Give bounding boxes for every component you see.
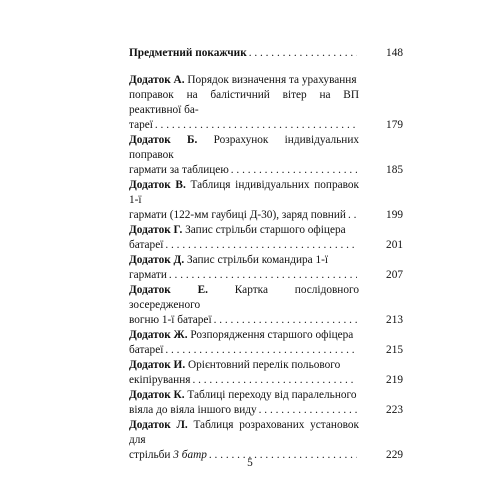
toc-entry-text: Орієнтовний перелік польового [188,359,341,371]
toc-page-number: 229 [386,449,403,461]
toc-entry-text: Запис стрільби командира 1-ї [186,254,329,266]
toc-entry-label: Додаток В. [129,179,186,191]
toc-entry-text: стрільби 3 батр [129,449,207,461]
toc-page-number: 148 [386,47,403,59]
toc-page-number: 185 [386,164,403,176]
toc-page-number: 215 [386,344,403,356]
toc-page-number: 201 [386,239,403,251]
toc-entry-appendix-zh[interactable] [129,328,403,358]
toc-entry-label: Додаток Ж. [129,329,188,341]
toc-page-number: 207 [386,269,403,281]
toc-entry-text: Таблиця розрахованих установок для [129,419,359,446]
dot-leader [155,118,357,133]
dot-leader [231,163,357,178]
dot-leader [249,46,357,61]
toc-entry-text: Запис стрільби старшого офіцера [185,224,346,236]
toc-entry-text: вогню 1-ї батареї [129,314,212,326]
dot-leader [165,343,357,358]
toc-entry-label: Додаток Е. [129,284,208,296]
toc-entry-appendix-a[interactable] [129,73,403,133]
toc-entry-label: Додаток Д. [129,254,185,266]
toc-entry-text: гармати за таблицею [129,164,229,176]
toc-entry-subject-index[interactable] [129,46,403,61]
toc-entry-text: тареї [129,119,153,131]
page-number-footer: 5 [247,457,253,469]
dot-leader [259,403,357,418]
toc-entry-text: гармати (122-мм гаубиці Д-30), заряд повний [129,209,346,221]
toc-page-number: 219 [386,374,403,386]
toc-page-number: 213 [386,314,403,326]
toc-entry-label: Додаток Б. [129,134,198,146]
dot-leader [214,313,357,328]
toc-entry-appendix-d[interactable] [129,253,403,283]
table-of-contents [129,46,403,463]
toc-entry-text: екіпірування [129,374,191,386]
toc-entry-appendix-b[interactable] [129,133,403,178]
toc-entry-text: Розрахунок індивідуальних поправок [129,134,360,161]
toc-entry-text: Картка послідовного зосередженого [129,284,360,311]
toc-entry-label: Додаток Г. [129,224,183,236]
toc-entry-text: гармати [129,269,167,281]
toc-entry-appendix-h[interactable] [129,223,403,253]
toc-entry-label: Додаток Л. [129,419,188,431]
toc-page-number: 179 [386,119,403,131]
toc-entry-appendix-e[interactable] [129,283,403,328]
toc-entry-text: Таблиці переходу від паралельного [187,389,357,401]
toc-entry-text: Таблиця індивідуальних поправок 1-ї [129,179,359,206]
dot-leader [348,208,357,223]
dot-leader [169,268,357,283]
toc-entry-appendix-v[interactable] [129,178,403,223]
toc-page-number: 199 [386,209,403,221]
toc-entry-appendix-k[interactable] [129,388,403,418]
toc-entry-label: Додаток И. [129,359,186,371]
toc-page-number: 223 [386,404,403,416]
dot-leader [192,373,357,388]
toc-entry-label: Додаток К. [129,389,185,401]
toc-entry-text: батареї [129,344,164,356]
toc-entry-label: Додаток А. [129,74,185,86]
toc-entry-text: батареї [129,239,164,251]
toc-entry-italic-text: 3 батр [173,449,207,461]
toc-entry-text: Порядок визначення та урахування [187,74,357,86]
toc-entry-text: Розпорядження старшого офіцера [190,329,354,341]
toc-entry-text: віяла до віяла іншого виду [129,404,257,416]
toc-entry-text: поправок на балістичний вітер на ВП реактивної ба- [129,89,359,116]
toc-entry-appendix-y[interactable] [129,358,403,388]
toc-entry-label: Предметний покажчик [129,47,247,59]
dot-leader [165,238,357,253]
